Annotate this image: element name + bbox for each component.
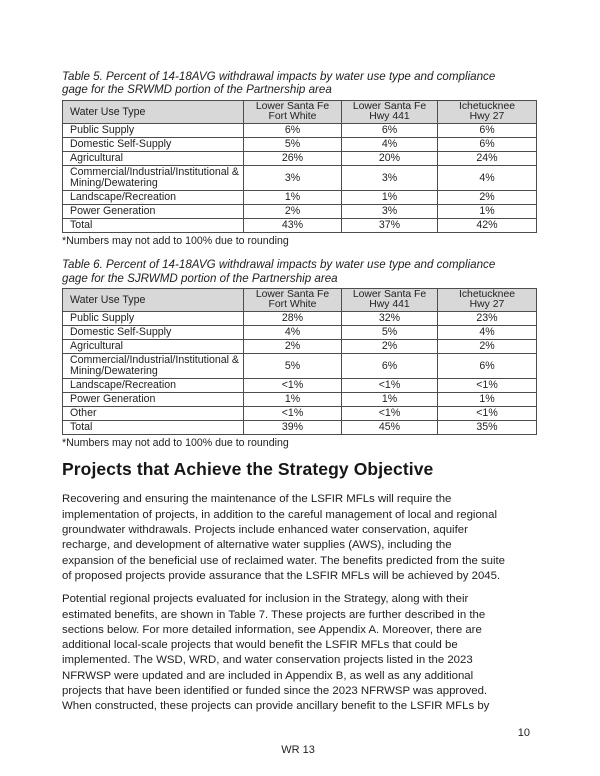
cell-value: 2% xyxy=(438,340,537,354)
table6-header-row xyxy=(63,289,537,312)
page-content xyxy=(62,70,537,723)
text-line: Recovering and ensuring the maintenance of the LSFIR MFLs will require the xyxy=(62,493,452,506)
table5-header-fort-white xyxy=(244,100,342,123)
header-line: Hwy 27 xyxy=(469,299,505,311)
header-line: Lower Santa Fe xyxy=(352,289,427,301)
cell-value: <1% xyxy=(438,379,537,393)
section-heading: Projects that Achieve the Strategy Objective xyxy=(62,459,434,480)
table-row xyxy=(63,340,537,354)
cell-value: <1% xyxy=(342,379,438,393)
row-label-line1: Commercial/Industrial/Institutional & xyxy=(70,166,239,179)
cell-value: 4% xyxy=(342,138,438,152)
text-line: expansion of the beneficial use of reclaimed water. The benefits predicted from the suite xyxy=(62,554,506,567)
page-number: 10 xyxy=(517,727,530,739)
text-line: sections below. For more detailed information, see Appendix A. Moreover, there are xyxy=(62,623,482,636)
header-line: Ichetucknee xyxy=(458,100,516,112)
row-label: Power Generation xyxy=(63,393,244,407)
text-line: implemented. The WSD, WRD, and water conservation projects listed in the 2023 xyxy=(62,654,473,667)
row-label: Public Supply xyxy=(63,124,244,138)
table6-header-water-use-type: Water Use Type xyxy=(63,289,244,312)
cell-value: 42% xyxy=(438,219,537,233)
text-line: of proposed projects provide assurance that the LSFIR MFLs will be achieved by 2045. xyxy=(62,569,501,582)
table5-caption-line1: Table 5. Percent of 14-18AVG withdrawal impacts by water use type and compliance xyxy=(62,70,496,83)
cell-value: 4% xyxy=(438,166,537,191)
table6-header-hwy441 xyxy=(342,289,438,312)
body-paragraph-1 xyxy=(62,492,537,584)
cell-value: 6% xyxy=(342,124,438,138)
header-line: Ichetucknee xyxy=(458,289,516,301)
text-line: projects that have been identified or funded since the 2023 NFRWSP was approved. xyxy=(62,685,488,697)
cell-value: <1% xyxy=(244,379,342,393)
table6-header-hwy27 xyxy=(438,289,537,312)
header-line: Fort White xyxy=(268,111,317,123)
table6-sjrwmd-impacts xyxy=(62,288,537,435)
row-label: Power Generation xyxy=(63,205,244,219)
table-row xyxy=(63,393,537,407)
cell-value: 1% xyxy=(438,393,537,407)
table5-footnote: *Numbers may not add to 100% due to rounding xyxy=(62,235,289,248)
cell-value: 24% xyxy=(438,152,537,166)
table-row xyxy=(63,152,537,166)
cell-value: 2% xyxy=(244,205,342,219)
cell-value: 23% xyxy=(438,312,537,326)
cell-value: 6% xyxy=(342,354,438,379)
table5-header-water-use-type: Water Use Type xyxy=(63,100,244,123)
cell-value: 45% xyxy=(342,421,438,435)
cell-value: 1% xyxy=(342,191,438,205)
cell-value: 3% xyxy=(244,166,342,191)
cell-value: <1% xyxy=(438,407,537,421)
cell-value: 1% xyxy=(244,191,342,205)
table-row-total xyxy=(63,219,537,233)
cell-value: 6% xyxy=(438,138,537,152)
row-label: Agricultural xyxy=(63,340,244,354)
cell-value: 2% xyxy=(244,340,342,354)
text-line: Potential regional projects evaluated for inclusion in the Strategy, along with their xyxy=(62,593,469,606)
cell-value: <1% xyxy=(342,407,438,421)
cell-value: 37% xyxy=(342,219,438,233)
table6-caption-line1: Table 6. Percent of 14-18AVG withdrawal impacts by water use type and compliance xyxy=(62,258,496,272)
row-label: Public Supply xyxy=(63,312,244,326)
header-line: Hwy 441 xyxy=(369,299,410,311)
cell-value: 3% xyxy=(342,205,438,219)
header-line: Fort White xyxy=(268,299,317,311)
table-row-total xyxy=(63,421,537,435)
table6-caption xyxy=(62,258,537,285)
table-row xyxy=(63,354,537,379)
text-line: groundwater withdrawals. Projects include enhanced water conservation, aquifer xyxy=(62,524,468,537)
text-line: estimated benefits, are shown in Table 7. These projects are further described in the xyxy=(62,608,486,621)
row-label-line1: Commercial/Industrial/Institutional & xyxy=(70,354,239,367)
cell-value: 1% xyxy=(342,393,438,407)
cell-value: 35% xyxy=(438,421,537,435)
cell-value: <1% xyxy=(244,407,342,421)
header-line: Lower Santa Fe xyxy=(352,100,427,112)
table-row xyxy=(63,379,537,393)
cell-value: 2% xyxy=(342,340,438,354)
cell-value: 6% xyxy=(244,124,342,138)
table-row xyxy=(63,191,537,205)
header-line: Hwy 27 xyxy=(469,111,505,123)
footer-doc-code: WR 13 xyxy=(281,744,315,756)
cell-value: 20% xyxy=(342,152,438,166)
cell-value: 43% xyxy=(244,219,342,233)
header-line: Lower Santa Fe xyxy=(255,289,330,301)
body-paragraph-2 xyxy=(62,592,537,714)
table6-header-fort-white xyxy=(244,289,342,312)
row-label: Total xyxy=(63,219,244,233)
row-label-line2: Mining/Dewatering xyxy=(70,177,158,190)
row-label: Agricultural xyxy=(63,152,244,166)
table-row xyxy=(63,166,537,191)
cell-value: 32% xyxy=(342,312,438,326)
header-line: Lower Santa Fe xyxy=(255,100,330,112)
row-label: Domestic Self-Supply xyxy=(63,326,244,340)
cell-value: 5% xyxy=(342,326,438,340)
text-line: additional local-scale projects that would benefit the LSFIR MFLs that could be xyxy=(62,639,458,652)
cell-value: 5% xyxy=(244,138,342,152)
table-row xyxy=(63,205,537,219)
table6-caption-line2: gage for the SJRWMD portion of the Partnership area xyxy=(62,271,338,285)
cell-value: 5% xyxy=(244,354,342,379)
text-line: implementation of projects, in addition to the careful management of local and regional xyxy=(62,508,498,521)
cell-value: 39% xyxy=(244,421,342,435)
header-line: Hwy 441 xyxy=(369,111,410,123)
cell-value: 6% xyxy=(438,354,537,379)
row-label: Other xyxy=(63,407,244,421)
text-line: NFRWSP were updated and are included in Appendix B, as well as any additional xyxy=(62,669,474,682)
table5-header-row xyxy=(63,100,537,123)
table-row xyxy=(63,326,537,340)
table5-caption-line2: gage for the SRWMD portion of the Partnership area xyxy=(62,83,332,97)
cell-value: 4% xyxy=(438,326,537,340)
row-label: Domestic Self-Supply xyxy=(63,138,244,152)
row-label: Landscape/Recreation xyxy=(63,191,244,205)
text-line: When constructed, these projects can provide ancillary benefit to the LSFIR MFLs by xyxy=(62,700,490,713)
table5-caption xyxy=(62,70,537,97)
cell-value: 4% xyxy=(244,326,342,340)
cell-value: 26% xyxy=(244,152,342,166)
table6-footnote: *Numbers may not add to 100% due to rounding xyxy=(62,437,289,450)
table5-header-hwy441 xyxy=(342,100,438,123)
row-label xyxy=(63,166,244,191)
text-line: recharge, and development of alternative water supplies (AWS), including the xyxy=(62,539,452,552)
row-label: Total xyxy=(63,421,244,435)
cell-value: 28% xyxy=(244,312,342,326)
table-row xyxy=(63,124,537,138)
table-row xyxy=(63,407,537,421)
table-row xyxy=(63,138,537,152)
cell-value: 6% xyxy=(438,124,537,138)
cell-value: 2% xyxy=(438,191,537,205)
table5-srwmd-impacts xyxy=(62,100,537,233)
row-label xyxy=(63,354,244,379)
cell-value: 1% xyxy=(244,393,342,407)
row-label-line2: Mining/Dewatering xyxy=(70,365,158,378)
cell-value: 3% xyxy=(342,166,438,191)
table-row xyxy=(63,312,537,326)
row-label: Landscape/Recreation xyxy=(63,379,244,393)
table5-header-hwy27 xyxy=(438,100,537,123)
cell-value: 1% xyxy=(438,205,537,219)
